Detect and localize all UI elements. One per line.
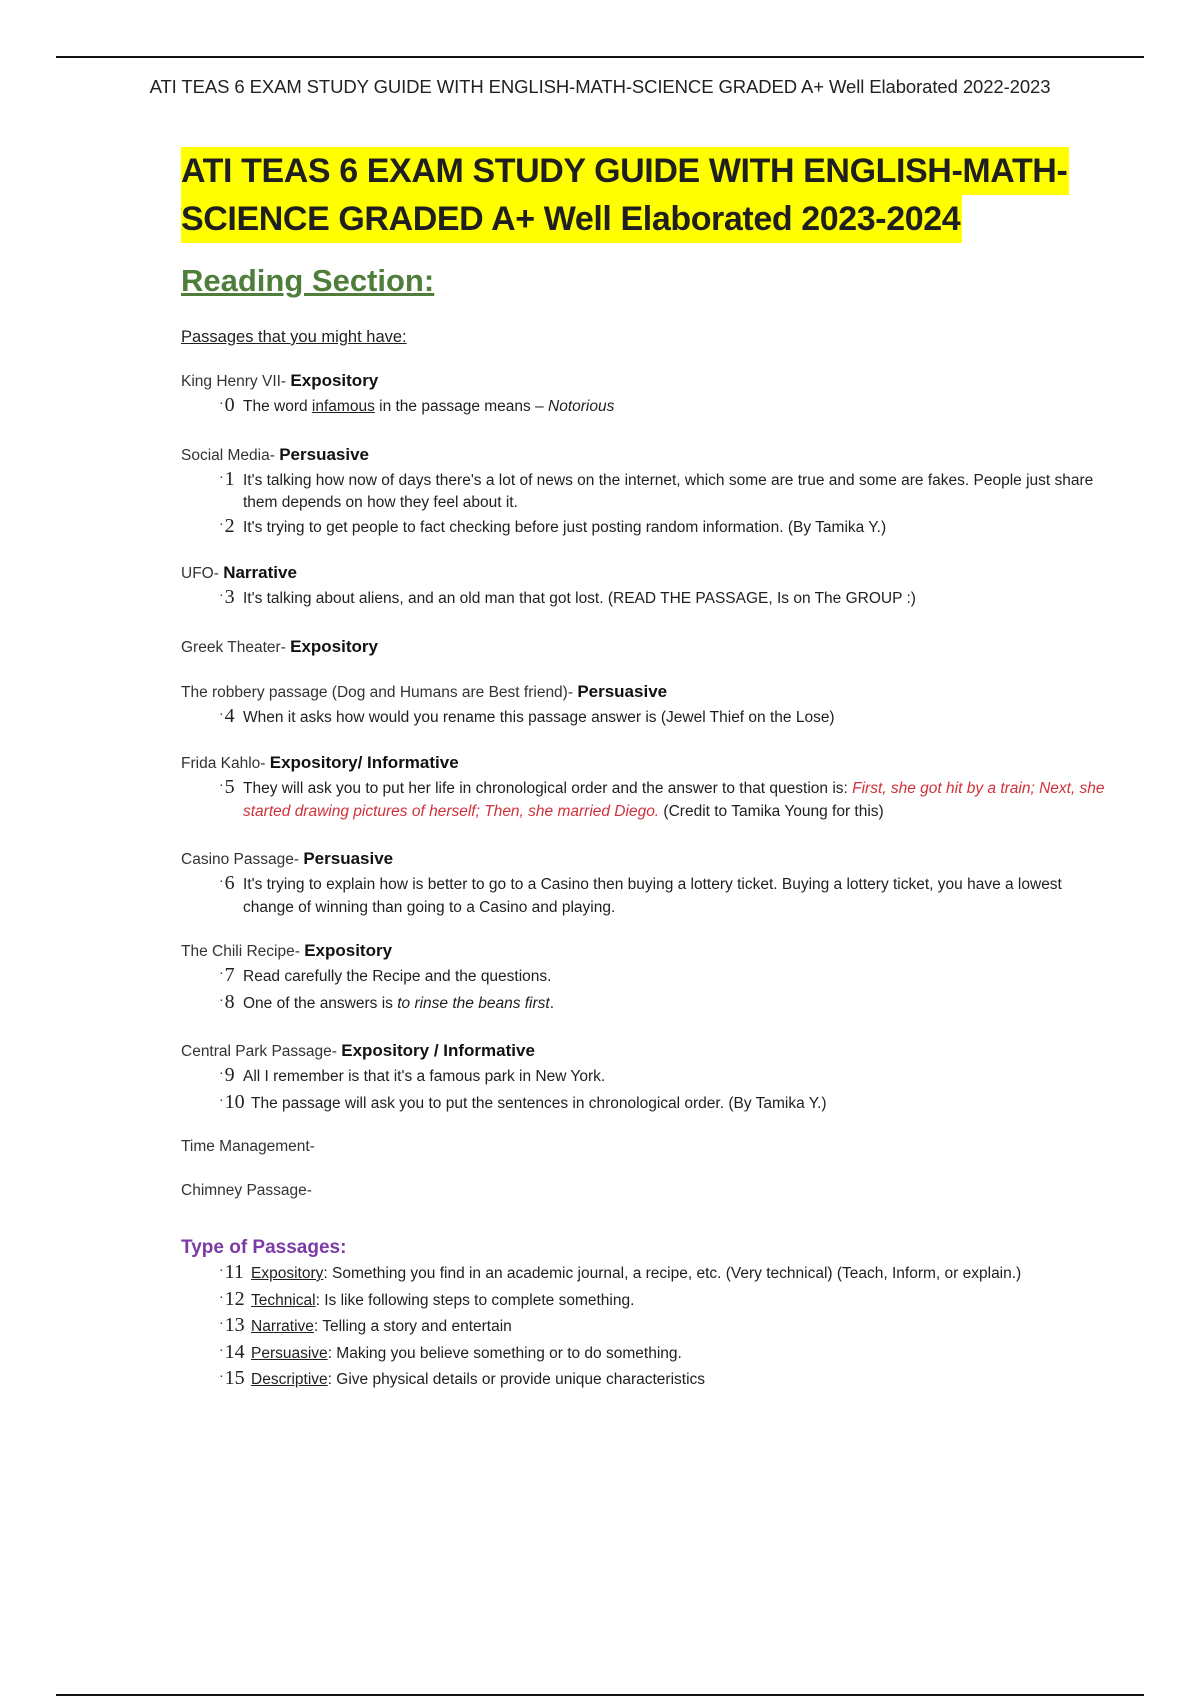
- list-item: [219, 990, 1111, 1016]
- passage-name: Central Park Passage-: [181, 1043, 342, 1060]
- bullet-text: .: [549, 994, 555, 1012]
- list-item: [219, 514, 1111, 540]
- passages-intro: Passages that you might have:: [181, 328, 407, 346]
- passage-genre: Narrative: [223, 563, 297, 582]
- passage-heading: [181, 1039, 1111, 1064]
- passage-heading: [181, 561, 1111, 586]
- italic-answer: Notorious: [548, 398, 615, 415]
- list-number: · 10: [219, 1091, 245, 1117]
- list-number: · 3: [219, 586, 235, 612]
- list-item: [219, 1316, 1111, 1339]
- list-item: [219, 396, 1111, 419]
- bullet-text: It's talking how now of days there's a lot of news on the internet, which some are true and some are fakes. People just share them depends on how they feel about it.: [243, 471, 1094, 511]
- bullet-text: Read carefully the Recipe and the questions.: [243, 968, 552, 985]
- type-term: Expository: [251, 1265, 324, 1282]
- list-number: · 1: [219, 468, 235, 494]
- footer-rule: [56, 1694, 1144, 1696]
- passage-name: Greek Theater-: [181, 638, 291, 656]
- list-item: [219, 874, 1111, 919]
- list-number: · 4: [219, 705, 235, 731]
- passage-name: Chimney Passage-: [181, 1182, 312, 1199]
- passage-name: UFO-: [181, 565, 224, 582]
- type-description: : Telling a story and entertain: [313, 1318, 512, 1335]
- list-number: · 5: [219, 776, 235, 802]
- list-number: · 15: [219, 1367, 245, 1393]
- type-description: : Give physical details or provide unique characteristics: [327, 1371, 706, 1388]
- highlighted-answer: First, she got hit by a train; Next, she started drawing pictures of herself; Then, she married Diego.: [243, 780, 1105, 820]
- passage-heading: [181, 1179, 1111, 1203]
- list-item: [219, 1340, 1111, 1366]
- type-description: : Making you believe something or to do something.: [327, 1344, 682, 1362]
- type-term: Descriptive: [251, 1371, 328, 1388]
- bullet-list: [181, 1066, 1111, 1115]
- list-number: · 6: [219, 872, 235, 898]
- passage-genre: Expository / Informative: [341, 1041, 535, 1060]
- list-number: · 14: [219, 1341, 245, 1367]
- passage-entry: [181, 751, 1111, 823]
- types-heading: Type of Passages:: [181, 1237, 347, 1258]
- bullet-list: [181, 778, 1111, 823]
- list-number: · 13: [219, 1314, 245, 1340]
- document-body: [181, 147, 1111, 1392]
- passage-name: King Henry VII-: [181, 373, 291, 390]
- passage-name: Time Management-: [181, 1138, 315, 1155]
- italic-answer: to rinse the beans first: [397, 994, 550, 1012]
- passage-heading: [181, 680, 1111, 705]
- bullet-text: It's talking about aliens, and an old man that got lost. (READ THE PASSAGE, Is on The GROUP :): [243, 590, 916, 607]
- passage-entry: [181, 939, 1111, 1015]
- bullet-text: The passage will ask you to put the sentences in chronological order. (By Tamika Y.): [251, 1094, 827, 1112]
- passage-genre: Expository/ Informative: [269, 753, 459, 772]
- bullet-text: One of the answers is: [243, 994, 398, 1012]
- list-item: [219, 704, 1111, 730]
- bullet-text: They will ask you to put her life in chronological order and the answer to that question is:: [243, 780, 853, 797]
- title-line-2: SCIENCE GRADED A+ Well Elaborated 2023-2024: [181, 195, 962, 243]
- list-item: [219, 588, 1111, 611]
- passage-entry: [181, 1179, 1111, 1203]
- bullet-text: in the passage means –: [374, 398, 549, 415]
- bullet-text: (Credit to Tamika Young for this): [659, 802, 884, 820]
- bullet-list: [181, 966, 1111, 1015]
- bullet-list: [181, 874, 1111, 919]
- type-description: : Is like following steps to complete something.: [315, 1291, 635, 1309]
- passage-heading: [181, 443, 1111, 468]
- underlined-word: infamous: [311, 398, 375, 415]
- passage-genre: Persuasive: [303, 849, 394, 868]
- passage-heading: [181, 1135, 1111, 1159]
- type-description: : Something you find in an academic journal, a recipe, etc. (Very technical) (Teach, Inform, or explain.): [323, 1265, 1022, 1282]
- bullet-list: [181, 467, 1111, 540]
- list-item: [219, 778, 1111, 823]
- bullet-text: All I remember is that it's a famous park in New York.: [243, 1068, 606, 1085]
- passage-heading: [181, 369, 1111, 394]
- type-term: Technical: [251, 1291, 316, 1309]
- list-item: [219, 467, 1111, 515]
- list-number: · 8: [219, 991, 235, 1017]
- bullet-text: When it asks how would you rename this passage answer is (Jewel Thief on the Lose): [243, 708, 835, 726]
- list-item: [219, 1287, 1111, 1313]
- passage-genre: Expository: [290, 371, 379, 390]
- types-list: [181, 1263, 1111, 1392]
- bullet-text: It's trying to explain how is better to go to a Casino then buying a lottery ticket. Buying a lottery ticket, you have a lowest change of winning than going to a Casino and playing.: [243, 876, 1062, 916]
- passage-entry: [181, 1135, 1111, 1159]
- passage-name: Frida Kahlo-: [181, 755, 270, 772]
- passage-entry: [181, 847, 1111, 919]
- document-title: [181, 147, 1111, 243]
- passage-entry: [181, 635, 1111, 660]
- list-number: · 12: [219, 1288, 245, 1314]
- passage-name: The Chili Recipe-: [181, 943, 305, 960]
- list-item: [219, 1090, 1111, 1116]
- passage-genre: Expository: [304, 941, 393, 960]
- list-number: · 9: [219, 1064, 235, 1090]
- passage-heading: [181, 847, 1111, 872]
- passage-heading: [181, 635, 1111, 660]
- bullet-list: [181, 396, 1111, 419]
- passage-entry: [181, 369, 1111, 419]
- type-term: Persuasive: [251, 1344, 328, 1362]
- list-item: [219, 1369, 1111, 1392]
- passage-name: Social Media-: [181, 446, 280, 464]
- passage-name: Casino Passage-: [181, 851, 304, 868]
- list-item: [219, 966, 1111, 989]
- passage-heading: [181, 751, 1111, 776]
- list-number: · 0: [219, 394, 235, 420]
- running-header: ATI TEAS 6 EXAM STUDY GUIDE WITH ENGLISH-MATH-SCIENCE GRADED A+ Well Elaborated 2022-2023: [149, 76, 1051, 97]
- bullet-list: [181, 588, 1111, 611]
- passage-entry: [181, 1039, 1111, 1115]
- passage-entry: [181, 680, 1111, 730]
- passage-genre: Persuasive: [279, 444, 370, 464]
- bullet-list: [181, 704, 1111, 730]
- header-rule: [56, 56, 1144, 58]
- passage-heading: [181, 939, 1111, 964]
- type-term: Narrative: [251, 1318, 314, 1335]
- list-number: · 2: [219, 515, 235, 541]
- passage-entry: [181, 443, 1111, 540]
- passage-entry: [181, 561, 1111, 611]
- bullet-text: The word: [243, 398, 312, 415]
- passage-name: The robbery passage (Dog and Humans are Best friend)-: [181, 683, 578, 701]
- list-item: [219, 1263, 1111, 1286]
- section-heading: Reading Section:: [181, 263, 435, 298]
- list-number: · 11: [219, 1261, 244, 1287]
- passage-genre: Persuasive: [577, 681, 668, 701]
- list-number: · 7: [219, 964, 235, 990]
- title-line-1: ATI TEAS 6 EXAM STUDY GUIDE WITH ENGLISH-MATH-: [181, 147, 1069, 195]
- bullet-text: It's trying to get people to fact checking before just posting random information. (By Tamika Y.): [243, 518, 887, 536]
- passage-genre: Expository: [290, 636, 378, 656]
- list-item: [219, 1066, 1111, 1089]
